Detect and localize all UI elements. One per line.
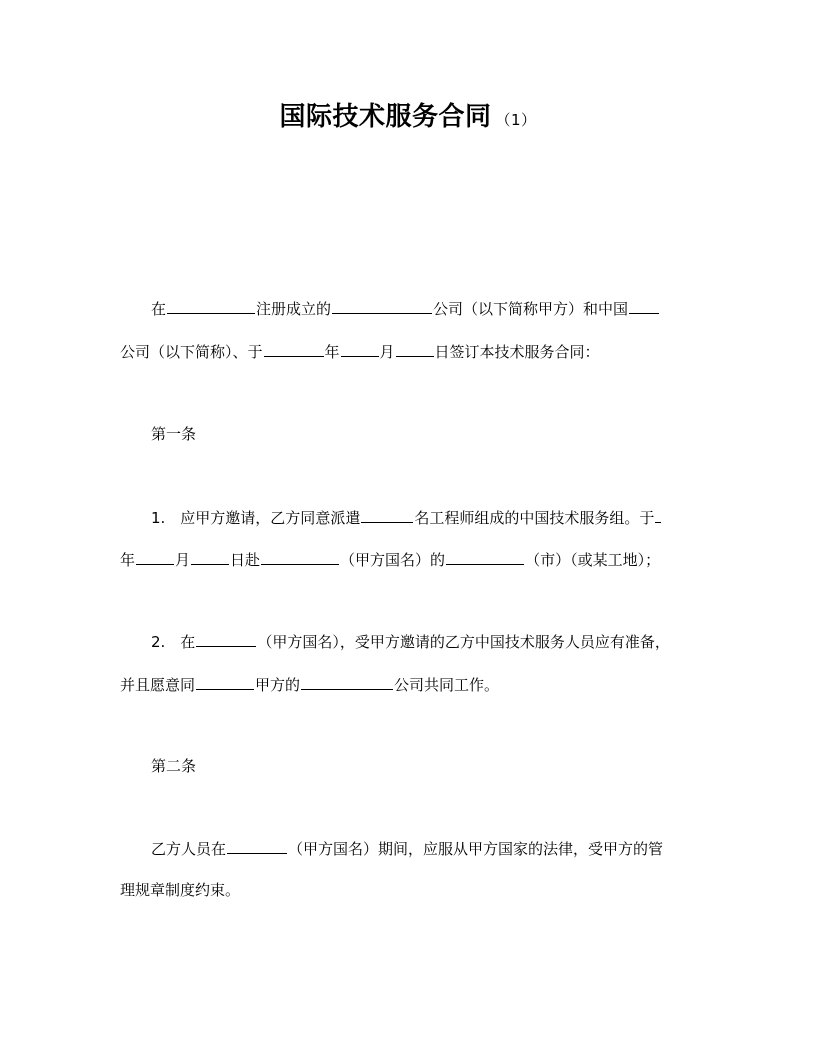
- article-1-item-1-line-2: [120, 549, 660, 570]
- blank: [396, 341, 434, 357]
- text-segment: 注册成立的: [256, 300, 332, 318]
- text-segment: 公司（以下简称甲方）和中国: [433, 300, 629, 318]
- blank: [301, 674, 393, 690]
- document-title: [0, 96, 816, 133]
- text-segment: 1. 应甲方邀请，乙方同意派遣: [151, 509, 361, 527]
- article-1-item-1-line-1: [151, 507, 662, 528]
- preamble-line-2: [120, 341, 600, 362]
- text-segment: 2. 在: [151, 633, 196, 651]
- article-1-item-2-line-2: [120, 674, 499, 695]
- blank: [261, 549, 339, 565]
- blank: [341, 341, 379, 357]
- text-segment: （甲方国名），受甲方邀请的乙方中国技术服务人员应有准备，: [257, 633, 670, 651]
- text-segment: 在: [151, 300, 167, 318]
- blank: [191, 549, 229, 565]
- blank: [264, 341, 324, 357]
- blank: [446, 549, 524, 565]
- article-2-para-1-line-2: 理规章制度约束。: [120, 881, 241, 899]
- blank: [196, 631, 256, 647]
- blank: [361, 507, 413, 523]
- title-text: 国际技术服务合同: [279, 102, 492, 132]
- article-2-para-1-line-1: [151, 838, 663, 859]
- text-segment: （市）（或某工地）；: [525, 551, 661, 569]
- text-segment: 甲方的: [255, 676, 301, 694]
- text-segment: 月: [175, 551, 191, 569]
- article-1-heading: 第一条: [151, 425, 197, 443]
- text-segment: 并且愿意同: [120, 676, 196, 694]
- title-suffix: （1）: [495, 111, 537, 129]
- text-segment: （甲方国名）的: [340, 551, 446, 569]
- text-segment: 日签订本技术服务合同：: [434, 343, 600, 361]
- text-segment: 名工程师组成的中国技术服务组。于: [414, 509, 655, 527]
- text-segment: 公司（以下简称）、于: [120, 343, 263, 361]
- text-segment: 年: [324, 343, 340, 361]
- blank: [196, 674, 254, 690]
- blank: [629, 298, 659, 314]
- blank: [167, 298, 255, 314]
- blank: [332, 298, 432, 314]
- text-segment: 公司共同工作。: [394, 676, 500, 694]
- preamble-line-1: [151, 298, 660, 319]
- text-segment: 年: [120, 551, 136, 569]
- text-segment: 乙方人员在: [151, 840, 227, 858]
- text-segment: 日赴: [230, 551, 261, 569]
- text-segment: （甲方国名）期间，应服从甲方国家的法律，受甲方的管: [288, 840, 664, 858]
- article-2-heading: 第二条: [151, 757, 197, 775]
- blank: [227, 838, 287, 854]
- blank: [136, 549, 174, 565]
- text-segment: 月: [379, 343, 395, 361]
- article-1-item-2-line-1: [151, 631, 670, 652]
- blank: [655, 507, 661, 523]
